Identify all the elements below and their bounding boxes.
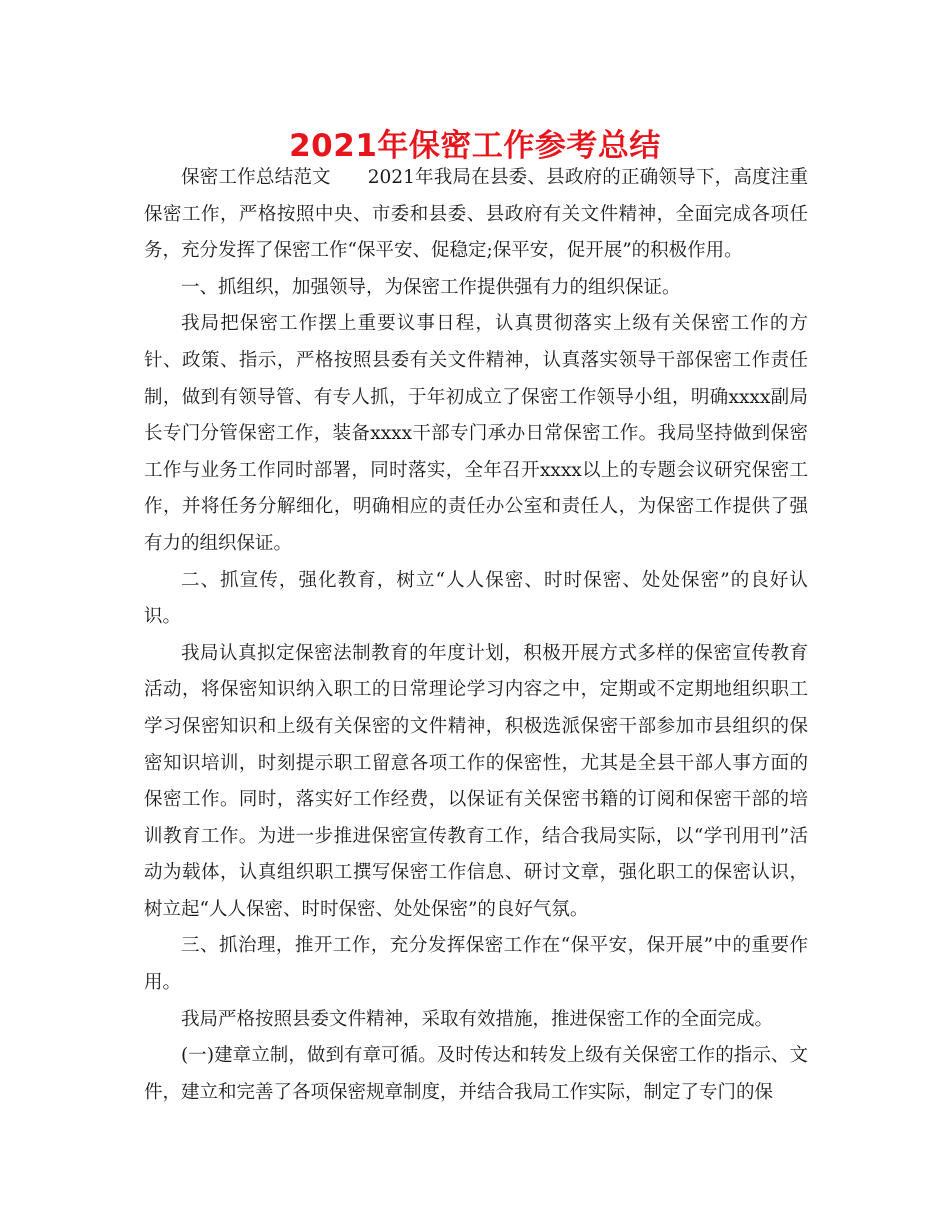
intro-text: 2021年我局在县委、县政府的正确领导下，高度注重保密工作，严格按照中央、市委和县委、县政府有关文件精神，全面完成各项任务，充分发挥了保密工作“保平安、促稳定;保平安，促开展”的积极作用。 xyxy=(144,167,808,262)
section-heading-2: 二、抓宣传，强化教育，树立“人人保密、时时保密、处处保密”的良好认识。 xyxy=(144,569,808,628)
intro-paragraph xyxy=(144,160,808,270)
document-title: 2021年保密工作参考总结 xyxy=(289,128,661,164)
document-body xyxy=(144,160,808,1111)
body-paragraph-3: 我局严格按照县委文件精神，采取有效措施，推进保密工作的全面完成。 xyxy=(181,1008,774,1030)
intro-label: 保密工作总结范文 xyxy=(181,167,331,188)
body-paragraph-4: (一)建章立制，做到有章可循。及时传达和转发上级有关保密工作的指示、文件，建立和完善了各项保密规章制度，并结合我局工作实际，制定了专门的保 xyxy=(144,1045,808,1103)
section-heading-1: 一、抓组织，加强领导，为保密工作提供强有力的组织保证。 xyxy=(181,276,681,298)
section-heading-3: 三、抓治理，推开工作，充分发挥保密工作在“保平安，保开展”中的重要作用。 xyxy=(144,935,808,994)
body-paragraph-2: 我局认真拟定保密法制教育的年度计划，积极开展方式多样的保密宣传教育活动，将保密知识纳入职工的日常理论学习内容之中，定期或不定期地组织职工学习保密知识和上级有关保密的文件精神，积极选派保密干部参加市县组织的保密知识培训，时刻提示职工留意各项工作的保密性，尤其是全县干部人事方面的保密工作。同时，落实好工作经费，以保证有关保密书籍的订阅和保密干部的培训教育工作。为进一步推进保密宣传教育工作，结合我局实际，以“学刊用刊”活动为载体，认真组织职工撰写保密工作信息、研讨文章，强化职工的保密认识，树立起“人人保密、时时保密、处处保密”的良好气氛。 xyxy=(144,642,808,920)
body-paragraph-1: 我局把保密工作摆上重要议事日程，认真贯彻落实上级有关保密工作的方针、政策、指示，严格按照县委有关文件精神，认真落实领导干部保密工作责任制，做到有领导管、有专人抓，于年初成立了保密工作领导小组，明确xxxx副局长专门分管保密工作，装备xxxx干部专门承办日常保密工作。我局坚持做到保密工作与业务工作同时部署，同时落实，全年召开xxxx以上的专题会议研究保密工作，并将任务分解细化，明确相应的责任办公室和责任人，为保密工作提供了强有力的组织保证。 xyxy=(144,313,808,554)
